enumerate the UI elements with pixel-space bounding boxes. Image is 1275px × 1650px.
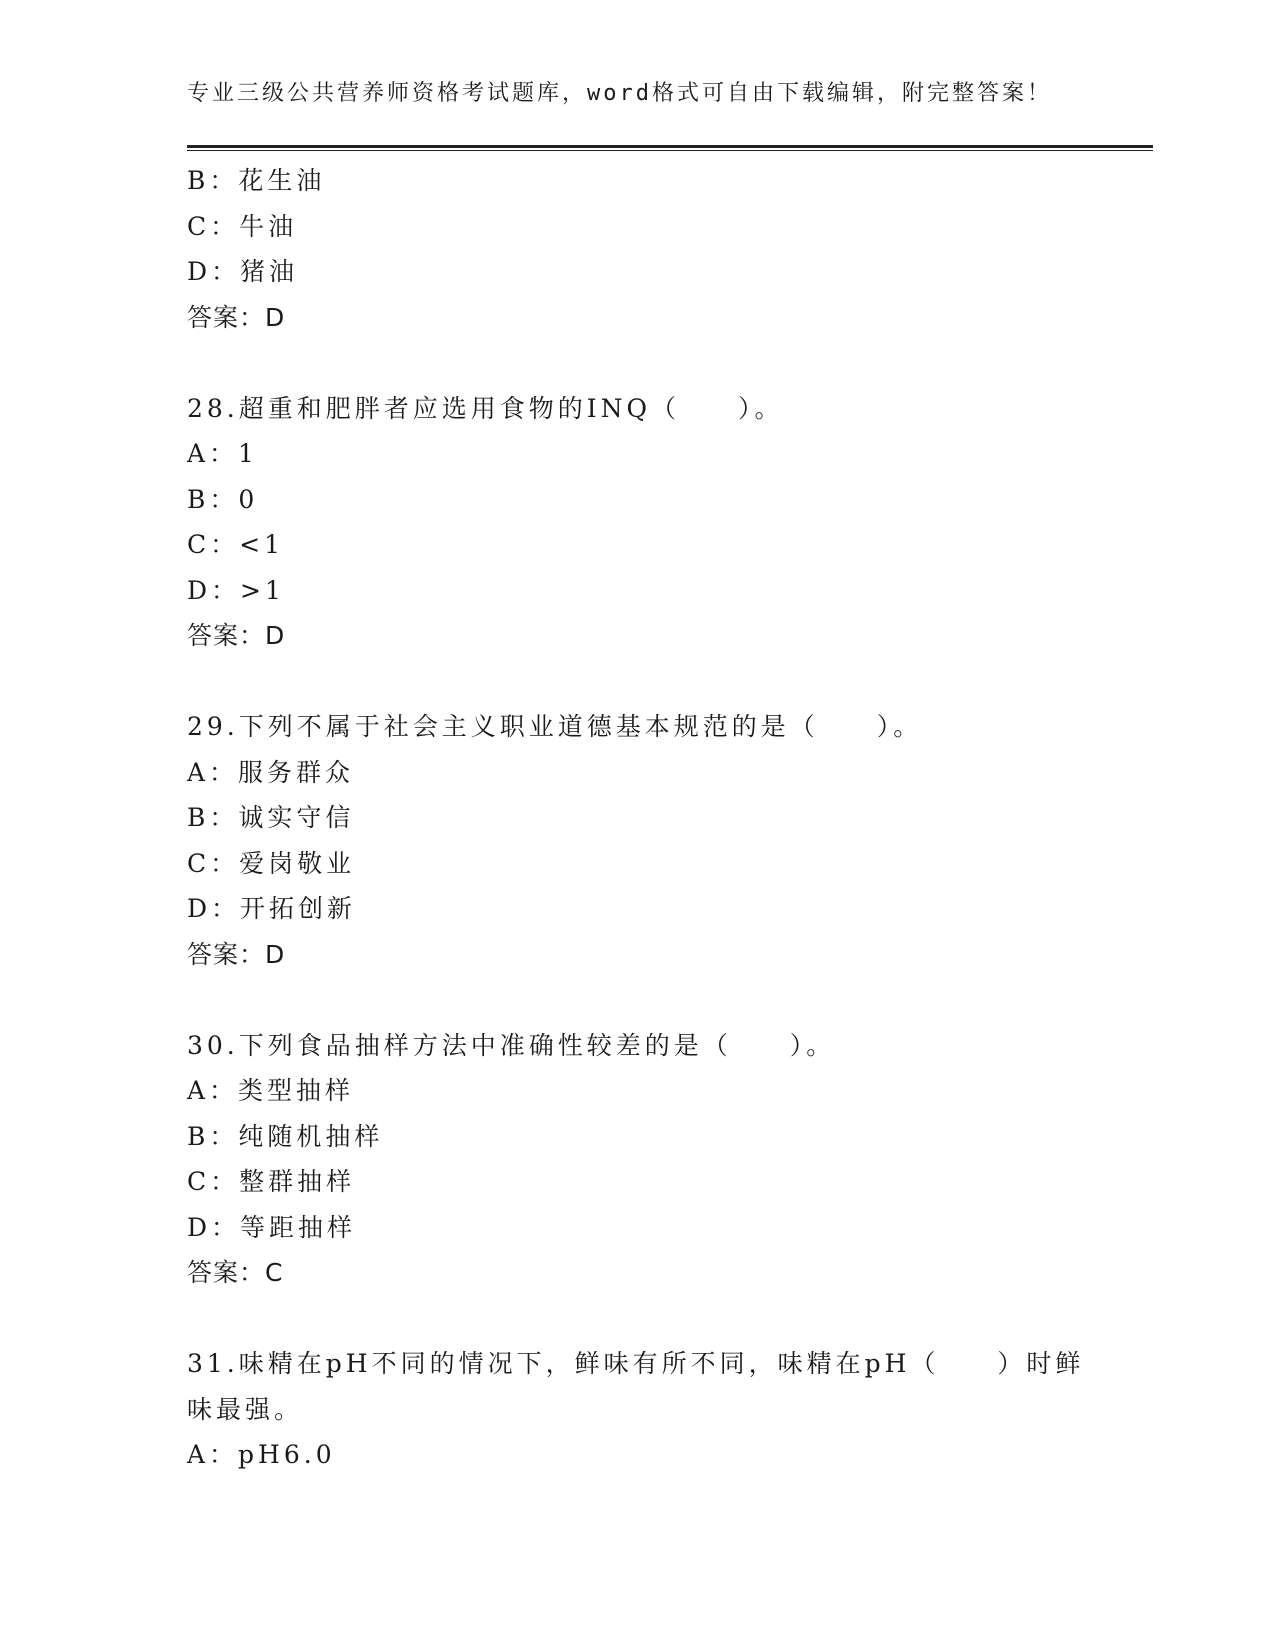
option: B：0 xyxy=(187,484,259,514)
question-text: 31.味精在pH不同的情况下，鲜味有所不同，味精在pH（ ）时鲜 xyxy=(187,1349,1085,1378)
option: C：整群抽样 xyxy=(187,1167,356,1196)
answer: 答案：D xyxy=(187,302,286,332)
question-list xyxy=(187,158,1087,1478)
question-text: 30.下列食品抽样方法中准确性较差的是（ ）。 xyxy=(187,1030,836,1060)
option: B：诚实守信 xyxy=(187,803,355,832)
header-rule-thick xyxy=(187,145,1153,148)
spacer xyxy=(187,977,1087,1023)
header-rule-thin xyxy=(187,150,1153,151)
question-text-continued: 味最强。 xyxy=(187,1394,304,1424)
option: D：猪油 xyxy=(187,257,299,286)
option: C：<1 xyxy=(187,530,284,559)
question-block xyxy=(187,1023,1087,1296)
question-block xyxy=(187,1341,1087,1478)
option: C：爱岗敬业 xyxy=(187,848,356,878)
answer: 答案：C xyxy=(187,1258,284,1287)
question-text: 29.下列不属于社会主义职业道德基本规范的是（ ）。 xyxy=(187,712,923,741)
option: B：纯随机抽样 xyxy=(187,1121,384,1151)
answer: 答案：D xyxy=(187,621,286,650)
option: D：>1 xyxy=(187,575,285,605)
option: C：牛油 xyxy=(187,211,298,241)
spacer xyxy=(187,659,1087,705)
option: A：pH6.0 xyxy=(187,1440,336,1469)
option: A：类型抽样 xyxy=(187,1076,355,1105)
question-text: 28.超重和肥胖者应选用食物的INQ（ ）。 xyxy=(187,393,784,423)
question-block xyxy=(187,158,1087,340)
spacer xyxy=(187,340,1087,386)
question-block xyxy=(187,704,1087,977)
option: A：服务群众 xyxy=(187,757,355,787)
option: D：等距抽样 xyxy=(187,1212,357,1242)
answer: 答案：D xyxy=(187,939,286,969)
page-header: 专业三级公共营养师资格考试题库，word格式可自由下载编辑，附完整答案！ xyxy=(187,81,1052,106)
option: D：开拓创新 xyxy=(187,894,357,923)
spacer xyxy=(187,1296,1087,1342)
option: B：花生油 xyxy=(187,166,326,195)
question-block xyxy=(187,386,1087,659)
option: A：1 xyxy=(187,439,258,468)
